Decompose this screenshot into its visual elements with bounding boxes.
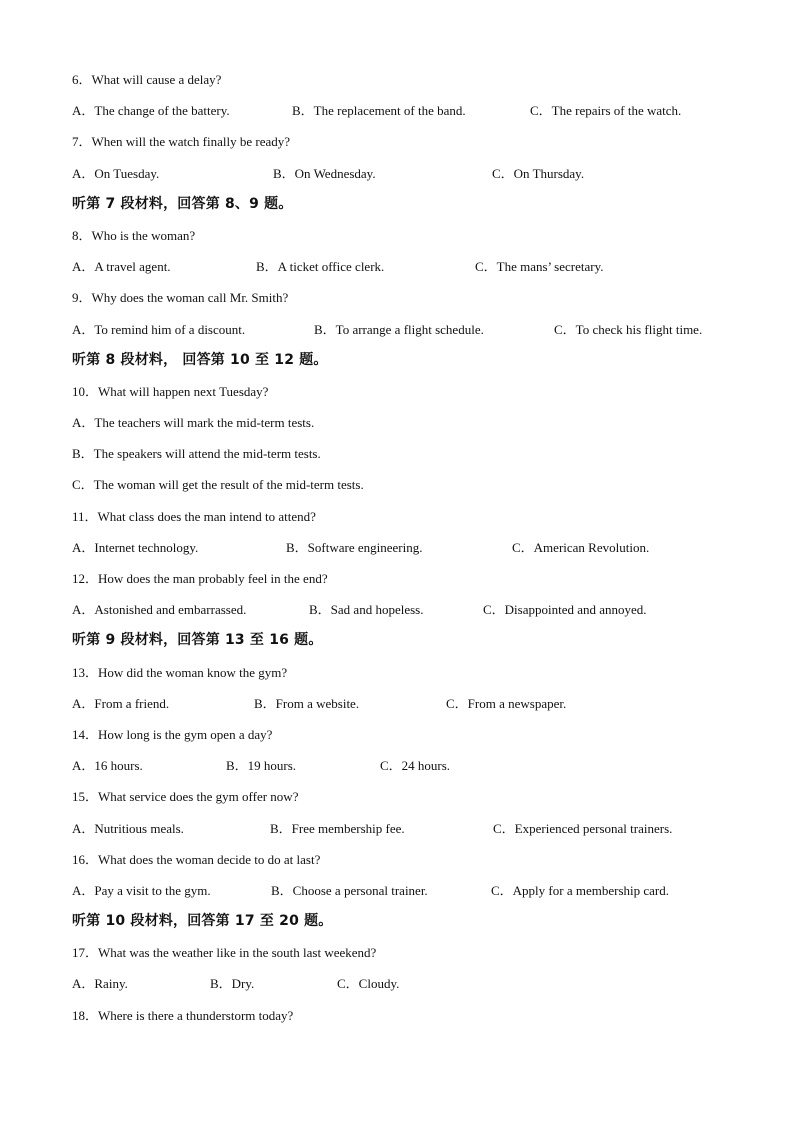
question-text: 7．When will the watch finally be ready? bbox=[72, 134, 291, 150]
answer-option: A．Pay a visit to the gym. bbox=[72, 882, 211, 898]
answer-option: B．Software engineering. bbox=[286, 539, 423, 555]
answer-options bbox=[72, 594, 732, 625]
answer-option: A．Rainy. bbox=[72, 976, 128, 992]
answer-option: B．Free membership fee. bbox=[270, 820, 405, 836]
answer-option: C．24 hours. bbox=[380, 758, 451, 774]
question-text: 10．What will happen next Tuesday? bbox=[72, 383, 269, 399]
question-text: 16．What does the woman decide to do at last? bbox=[72, 851, 321, 867]
section-heading: 听第 10 段材料，回答第 17 至 20 题。 bbox=[72, 913, 333, 930]
answer-option: C．On Thursday. bbox=[492, 165, 585, 181]
answer-option: B．Sad and hopeless. bbox=[309, 602, 424, 618]
question-text: 15．What service does the gym offer now? bbox=[72, 789, 299, 805]
answer-option: B．Dry. bbox=[210, 976, 255, 992]
answer-options bbox=[72, 875, 732, 906]
answer-option: A．To remind him of a discount. bbox=[72, 321, 246, 337]
answer-option: C．Disappointed and annoyed. bbox=[483, 602, 647, 618]
section-heading: 听第 9 段材料，回答第 13 至 16 题。 bbox=[72, 632, 323, 649]
question-text: C．The woman will get the result of the mid-term tests. bbox=[72, 477, 364, 493]
answer-option: C．From a newspaper. bbox=[446, 695, 567, 711]
answer-options bbox=[72, 968, 732, 999]
answer-options bbox=[72, 251, 732, 282]
answer-option: B．A ticket office clerk. bbox=[256, 259, 385, 275]
answer-option: A．Nutritious meals. bbox=[72, 820, 184, 836]
answer-option: B．Choose a personal trainer. bbox=[271, 882, 428, 898]
answer-options bbox=[72, 314, 732, 345]
answer-option: B．On Wednesday. bbox=[273, 165, 376, 181]
question-text: 11．What class does the man intend to attend? bbox=[72, 508, 316, 524]
answer-option: A．The change of the battery. bbox=[72, 103, 230, 119]
question-text: A．The teachers will mark the mid-term tests. bbox=[72, 415, 315, 431]
question-text: 8．Who is the woman? bbox=[72, 227, 196, 243]
answer-option: C．The mans’ secretary. bbox=[475, 259, 604, 275]
answer-option: A．From a friend. bbox=[72, 695, 170, 711]
answer-option: A．A travel agent. bbox=[72, 259, 171, 275]
answer-options bbox=[72, 95, 732, 126]
exam-page bbox=[72, 64, 732, 1031]
answer-option: A．Astonished and embarrassed. bbox=[72, 602, 247, 618]
answer-option: B．From a website. bbox=[254, 695, 360, 711]
answer-options bbox=[72, 813, 732, 844]
answer-option: C．Cloudy. bbox=[337, 976, 400, 992]
answer-option: C．American Revolution. bbox=[512, 539, 650, 555]
section-heading: 听第 7 段材料，回答第 8、9 题。 bbox=[72, 195, 293, 212]
question-text: 12．How does the man probably feel in the end? bbox=[72, 571, 328, 586]
question-text: 18．Where is there a thunderstorm today? bbox=[72, 1007, 294, 1023]
answer-option: B．To arrange a flight schedule. bbox=[314, 321, 484, 337]
answer-option: A．On Tuesday. bbox=[72, 165, 160, 181]
answer-option: C．To check his flight time. bbox=[554, 321, 703, 337]
question-text: 17．What was the weather like in the south last weekend? bbox=[72, 945, 377, 961]
question-text: 9．Why does the woman call Mr. Smith? bbox=[72, 290, 289, 306]
answer-options bbox=[72, 750, 732, 781]
answer-options bbox=[72, 158, 732, 189]
question-text: B．The speakers will attend the mid-term tests. bbox=[72, 446, 321, 462]
answer-options bbox=[72, 688, 732, 719]
answer-option: A．Internet technology. bbox=[72, 539, 199, 555]
answer-option: C．The repairs of the watch. bbox=[530, 103, 682, 119]
answer-options bbox=[72, 532, 732, 563]
answer-option: C．Experienced personal trainers. bbox=[493, 820, 673, 836]
answer-option: C．Apply for a membership card. bbox=[491, 882, 669, 898]
question-text: 13．How did the woman know the gym? bbox=[72, 664, 288, 680]
section-heading: 听第 8 段材料， 回答第 10 至 12 题。 bbox=[72, 351, 328, 368]
answer-option: A．16 hours. bbox=[72, 758, 143, 774]
answer-option: B．19 hours. bbox=[226, 758, 297, 774]
question-text: 6．What will cause a delay? bbox=[72, 72, 222, 87]
question-text: 14．How long is the gym open a day? bbox=[72, 726, 273, 742]
answer-option: B．The replacement of the band. bbox=[292, 103, 466, 119]
